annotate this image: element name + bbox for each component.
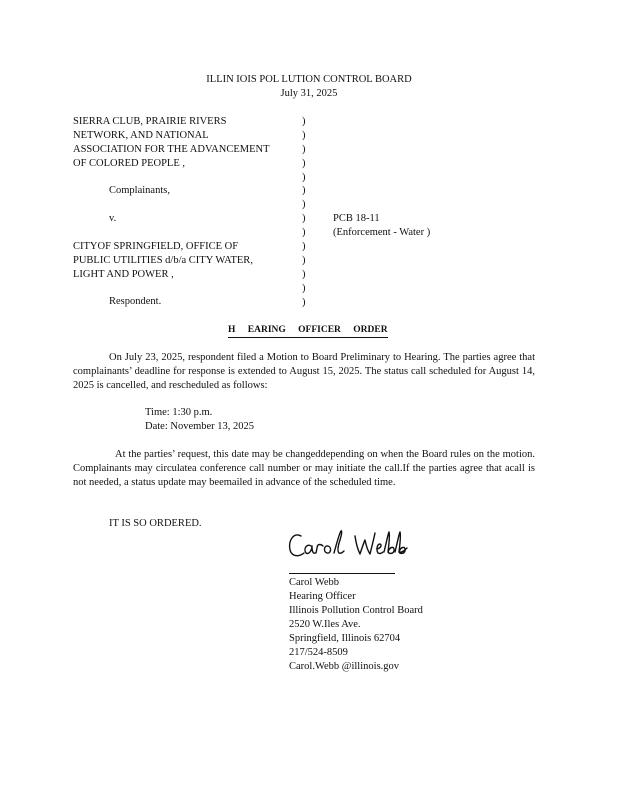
order-paragraph-1: On July 23, 2025, respondent filed a Motion to Board Preliminary to Hearing. The parties agree that complainants’ deadline for response is extended to August 15, 2025. The status call scheduled for August 14, 2025 is cancelled, and rescheduled as follows: [73, 352, 535, 391]
order-title: H EARING OFFICER ORDER [228, 324, 388, 338]
handwritten-signature [285, 526, 415, 566]
address-city: Springfield, Illinois 62704 [289, 633, 401, 644]
signer-organization: Illinois Pollution Control Board [289, 605, 423, 616]
email-address: Carol.Webb @illinois.gov [289, 661, 400, 672]
complainants-label: Complainants, [109, 185, 170, 196]
bracket-glyph: ) [302, 171, 306, 183]
signer-title: Hearing Officer [289, 591, 356, 602]
respondent-block [73, 240, 293, 282]
bracket-glyph: ) [302, 268, 306, 280]
bracket-glyph: ) [302, 227, 306, 239]
order-date: July 31, 2025 [280, 88, 338, 99]
caption-bracket-column [302, 115, 312, 309]
bracket-glyph: ) [302, 254, 306, 266]
bracket-glyph: ) [302, 213, 306, 225]
respondent-line: LIGHT AND POWER , [73, 269, 174, 280]
bracket-glyph: ) [302, 199, 306, 211]
signature-block [289, 576, 423, 674]
bracket-glyph: ) [302, 157, 306, 169]
bracket-glyph: ) [302, 143, 306, 155]
signature-line [289, 573, 395, 574]
order-paragraph-2: At the parties’ request, this date may be changeddepending on when the Board rules on the motion. Complainants may circulatea conference call number or may initiate the call.If the parties agree that acall is not needed, a status update may beemailed in advance of the scheduled time. [73, 449, 535, 488]
respondent-label: Respondent. [109, 296, 162, 307]
bracket-glyph: ) [302, 116, 306, 127]
so-ordered: IT IS SO ORDERED. [109, 518, 202, 529]
signer-name: Carol Webb [289, 577, 339, 588]
board-name: ILLIN IOIS POL LUTION CONTROL BOARD [206, 74, 412, 85]
respondent-line: PUBLIC UTILITIES d/b/a CITY WATER, [73, 255, 253, 266]
complainant-line: SIERRA CLUB, PRAIRIE RIVERS [73, 116, 227, 127]
bracket-glyph: ) [302, 296, 306, 308]
respondent-line: CITYOF SPRINGFIELD, OFFICE OF [73, 241, 239, 252]
bracket-glyph: ) [302, 241, 306, 253]
hearing-date: Date: November 13, 2025 [145, 421, 255, 432]
complainant-block [73, 115, 293, 171]
bracket-glyph: ) [302, 282, 306, 294]
complainant-line: ASSOCIATION FOR THE ADVANCEMENT [73, 144, 270, 155]
case-type: (Enforcement - Water ) [333, 227, 431, 238]
complainant-line: NETWORK, AND NATIONAL [73, 130, 209, 141]
bracket-glyph: ) [302, 185, 306, 197]
address-street: 2520 W.Iles Ave. [289, 619, 361, 630]
bracket-glyph: ) [302, 129, 306, 141]
complainant-line: OF COLORED PEOPLE , [73, 158, 186, 169]
hearing-time: Time: 1:30 p.m. [145, 407, 213, 418]
case-number: PCB 18-11 [333, 213, 380, 224]
phone-number: 217/524-8509 [289, 647, 348, 658]
versus-label: v. [109, 213, 117, 224]
